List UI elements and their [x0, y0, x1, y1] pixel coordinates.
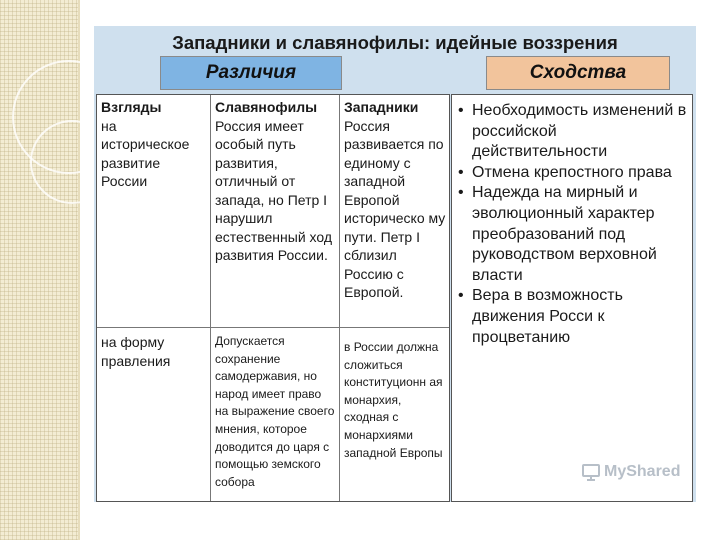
watermark-logo	[582, 460, 680, 484]
column-divider	[339, 95, 340, 501]
similarities-list	[452, 95, 692, 348]
table-cell-slavophiles	[215, 98, 335, 265]
row-westernizers-view: в России должна сложиться конституционн ая монархия, сходная с монархиями западной Европы	[344, 340, 443, 460]
row-westernizers-view: Россия развивается по единому с западной Европой историческо му пути. Петр I сблизил Россию с Европой.	[344, 117, 446, 300]
similarities-header: Сходства	[486, 56, 670, 90]
differences-header: Различия	[160, 56, 342, 90]
list-item: • Отмена крепостного права	[456, 163, 688, 184]
list-item: • Вера в возможность движения Росси к процветанию	[456, 286, 688, 348]
table-cell-westernizers	[344, 98, 446, 302]
slide-title: Западники и славянофилы: идейные воззрения	[172, 32, 618, 53]
watermark-text: MyShared	[604, 463, 681, 480]
presentation-board-icon	[582, 463, 600, 481]
row-topic: на форму правления	[101, 334, 171, 369]
table-cell-views	[101, 98, 207, 191]
column-divider	[210, 95, 211, 501]
list-item: • Необходимость изменений в российской действительности	[456, 101, 688, 163]
list-item: • Надежда на мирный и эволюционный характер преобразований под руководством верховной власти	[456, 183, 688, 286]
row-slavophiles-view: Россия имеет особый путь развития, отличный от запада, но Петр I нарушил естественный ход развития России.	[215, 117, 333, 263]
slide-panel	[94, 26, 696, 502]
column-header-views: Взгляды	[101, 99, 162, 115]
similarities-box	[451, 94, 693, 502]
row-topic: на историческое развитие России	[101, 117, 190, 189]
differences-table	[96, 94, 450, 502]
row-divider	[97, 327, 449, 328]
column-header-westernizers: Западники	[344, 99, 419, 115]
row-slavophiles-view: Допускается сохранение самодержавия, но народ имеет право на выражение своего мнения, которое доводится до царя с помощью земского собора	[215, 334, 335, 489]
column-header-slavophiles: Славянофилы	[215, 99, 318, 115]
